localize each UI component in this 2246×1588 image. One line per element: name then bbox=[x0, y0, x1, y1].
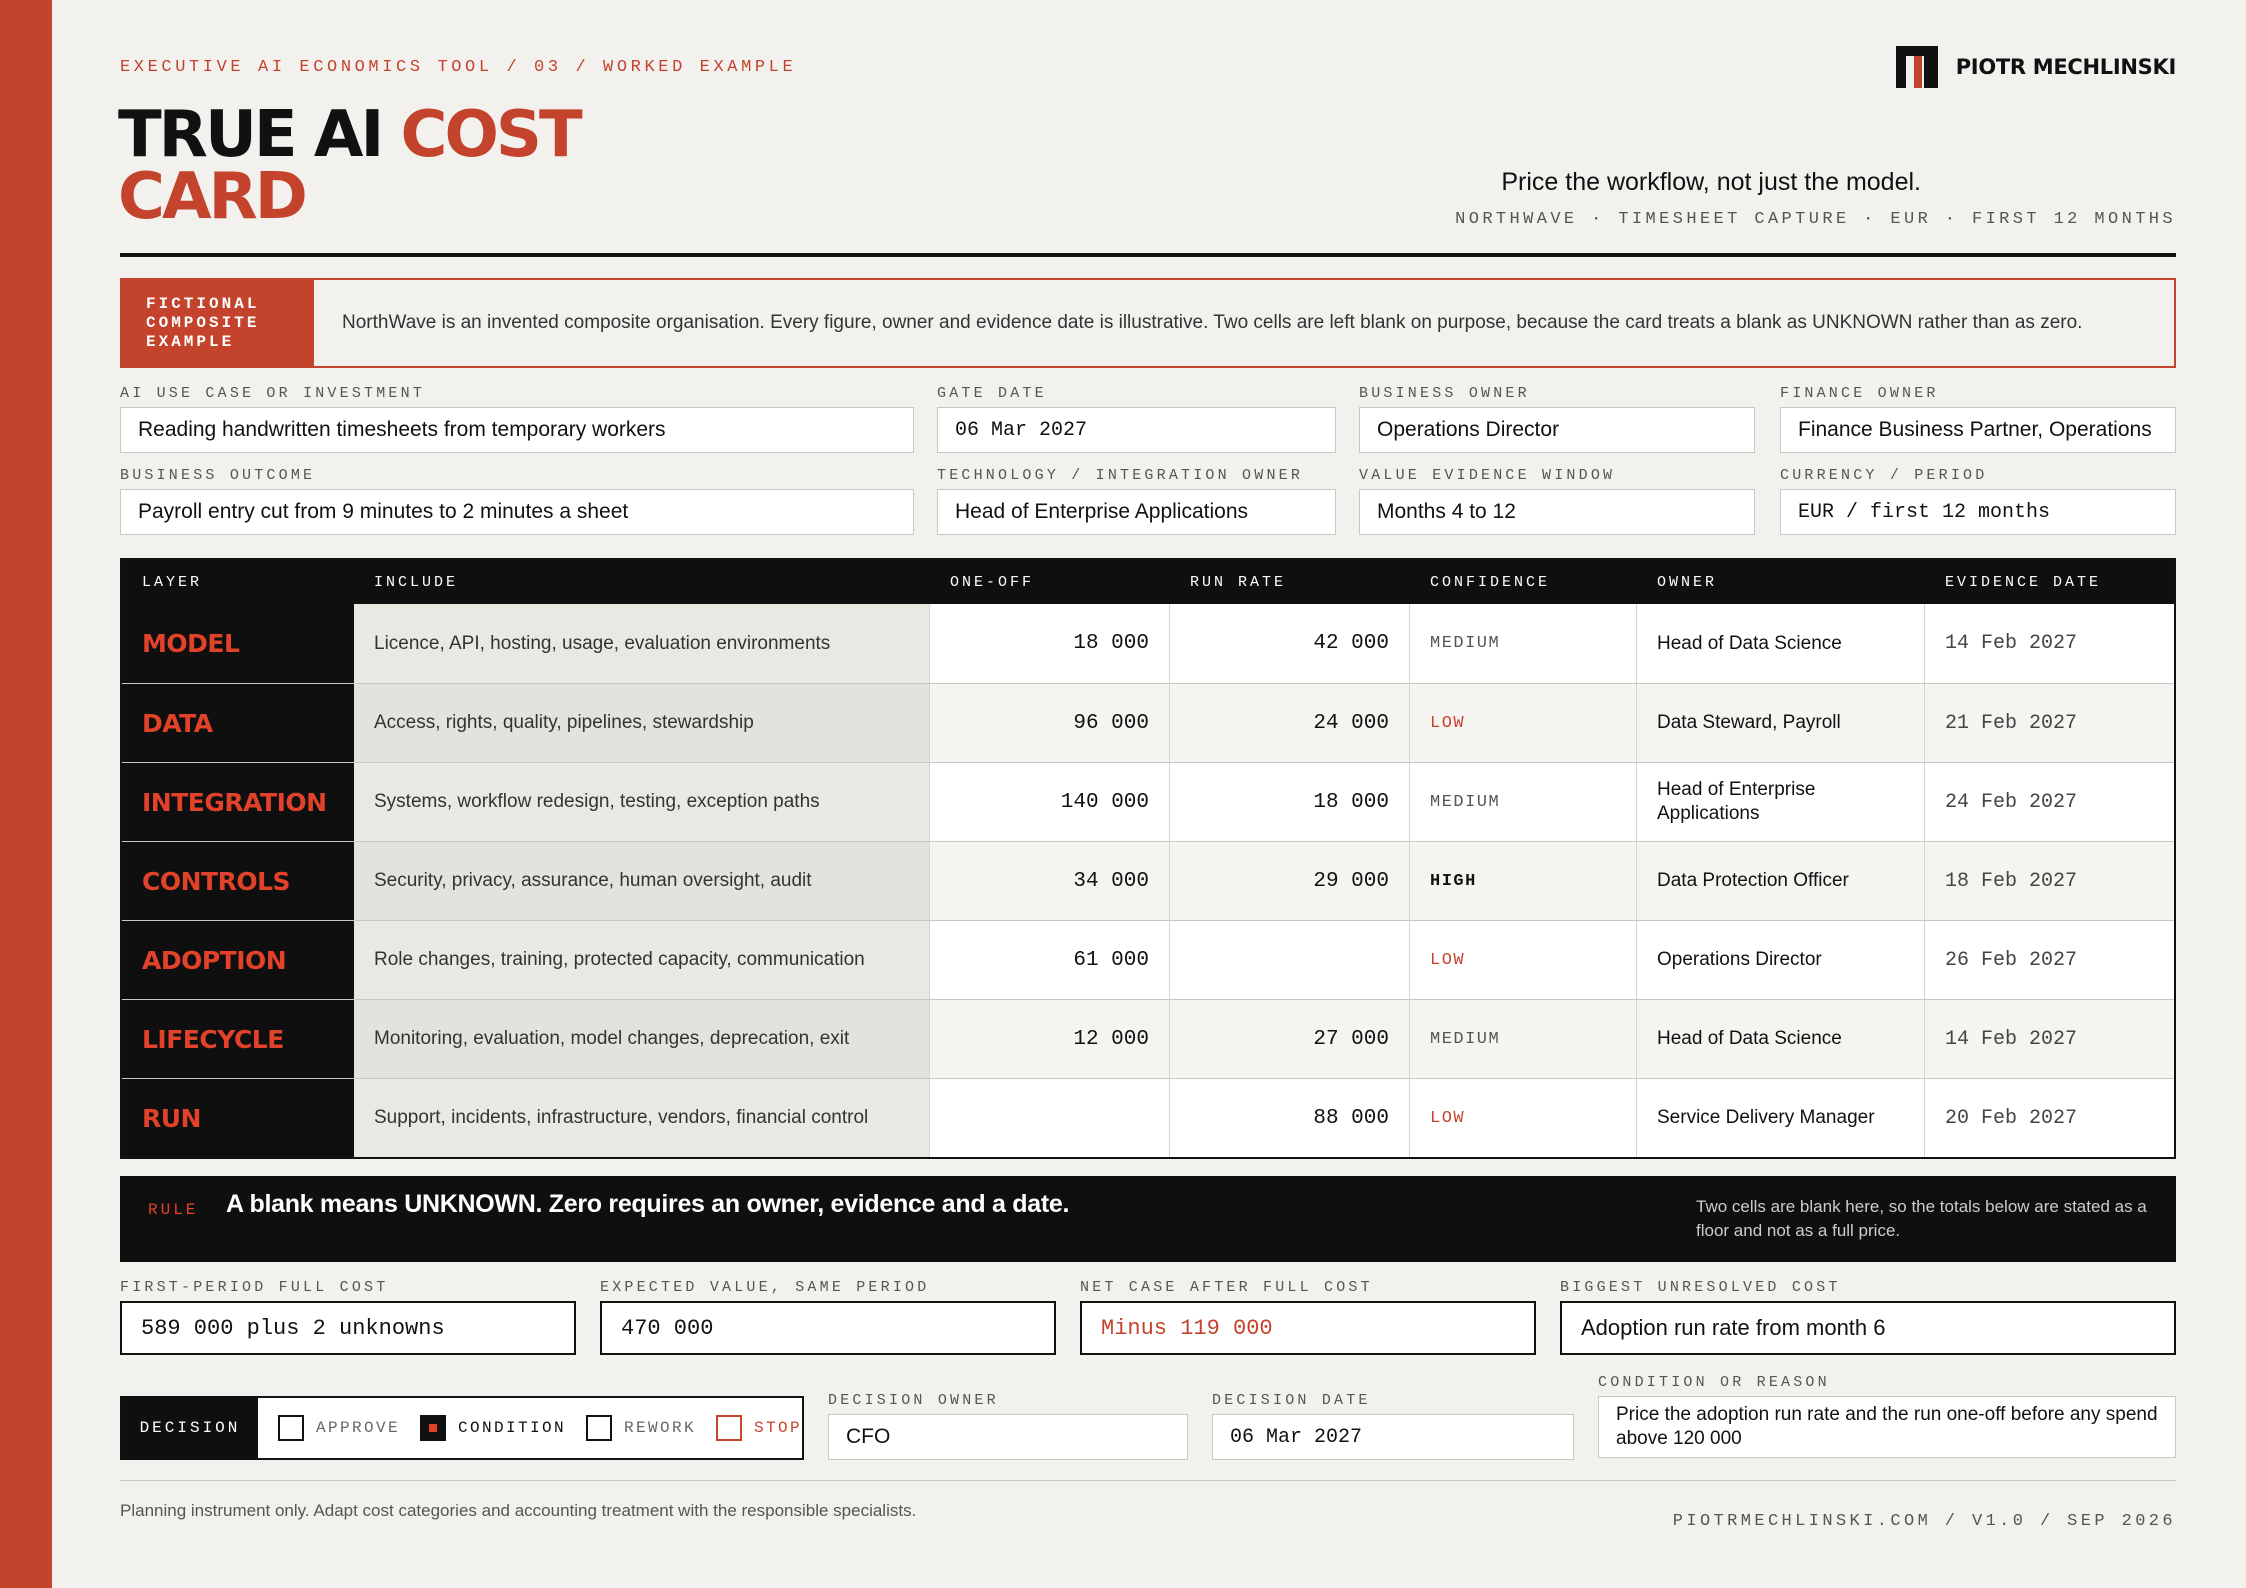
biggest-unresolved-value[interactable]: Adoption run rate from month 6 bbox=[1560, 1301, 2176, 1355]
business-owner-field bbox=[1359, 385, 1755, 453]
gate-date-input[interactable]: 06 Mar 2027 bbox=[937, 407, 1336, 453]
finance-owner-input[interactable]: Finance Business Partner, Operations bbox=[1780, 407, 2176, 453]
one-off-cell[interactable]: 96 000 bbox=[930, 684, 1170, 762]
value-window-input[interactable]: Months 4 to 12 bbox=[1359, 489, 1755, 535]
include-cell: Security, privacy, assurance, human oversight, audit bbox=[354, 842, 930, 920]
include-cell: Licence, API, hosting, usage, evaluation environments bbox=[354, 604, 930, 683]
layer-cell: MODEL bbox=[122, 604, 354, 683]
include-cell: Access, rights, quality, pipelines, stewardship bbox=[354, 684, 930, 762]
footer-divider bbox=[120, 1480, 2176, 1481]
tech-owner-input[interactable]: Head of Enterprise Applications bbox=[937, 489, 1336, 535]
confidence-cell[interactable]: MEDIUM bbox=[1410, 763, 1637, 841]
option-approve[interactable] bbox=[278, 1415, 400, 1441]
one-off-cell[interactable]: 18 000 bbox=[930, 604, 1170, 683]
net-case-label: NET CASE AFTER FULL COST bbox=[1080, 1279, 1373, 1296]
confidence-cell[interactable]: MEDIUM bbox=[1410, 1000, 1637, 1078]
layer-cell: RUN bbox=[122, 1079, 354, 1157]
header-include: INCLUDE bbox=[374, 573, 459, 591]
layer-cell: DATA bbox=[122, 684, 354, 762]
owner-cell[interactable]: Head of Enterprise Applications bbox=[1637, 763, 1925, 841]
rework-checkbox[interactable] bbox=[586, 1415, 612, 1441]
subline: NORTHWAVE · TIMESHEET CAPTURE · EUR · FIRST 12 MONTHS bbox=[1455, 210, 2176, 229]
confidence-cell[interactable]: LOW bbox=[1410, 921, 1637, 999]
currency-input[interactable]: EUR / first 12 months bbox=[1780, 489, 2176, 535]
stop-checkbox[interactable] bbox=[716, 1415, 742, 1441]
rework-label: REWORK bbox=[623, 1419, 696, 1437]
decision-selector bbox=[120, 1396, 804, 1460]
biggest-unresolved-label: BIGGEST UNRESOLVED COST bbox=[1560, 1279, 1841, 1296]
finance-owner-label: FINANCE OWNER bbox=[1780, 385, 1939, 402]
confidence-cell[interactable]: LOW bbox=[1410, 1079, 1637, 1157]
table-row bbox=[122, 762, 2174, 841]
evidence-date-cell[interactable]: 26 Feb 2027 bbox=[1925, 921, 2174, 999]
table-row bbox=[122, 841, 2174, 920]
tech-owner-field bbox=[937, 467, 1336, 535]
evidence-date-cell[interactable]: 14 Feb 2027 bbox=[1925, 604, 2174, 683]
run-rate-cell[interactable]: 42 000 bbox=[1170, 604, 1410, 683]
confidence-cell[interactable]: LOW bbox=[1410, 684, 1637, 762]
brand bbox=[1896, 46, 2176, 88]
owner-cell[interactable]: Data Protection Officer bbox=[1637, 842, 1925, 920]
layer-cell: LIFECYCLE bbox=[122, 1000, 354, 1078]
evidence-date-cell[interactable]: 14 Feb 2027 bbox=[1925, 1000, 2174, 1078]
biggest-unresolved-field bbox=[1560, 1279, 2176, 1355]
title-part-2: COST bbox=[400, 98, 580, 172]
table-header bbox=[122, 560, 2174, 604]
use-case-label: AI USE CASE OR INVESTMENT bbox=[120, 385, 426, 402]
title-part-1: TRUE AI bbox=[118, 98, 401, 172]
notice-text: NorthWave is an invented composite organisation. Every figure, owner and evidence date is illustrative. Two cells are left blank on purpose, because the card treats a blank as UNKNOWN rather than as zero. bbox=[342, 312, 2083, 333]
reason-field bbox=[1598, 1374, 2176, 1458]
gate-date-field bbox=[937, 385, 1336, 453]
evidence-date-cell[interactable]: 18 Feb 2027 bbox=[1925, 842, 2174, 920]
gate-date-label: GATE DATE bbox=[937, 385, 1047, 402]
decision-owner-field bbox=[828, 1392, 1188, 1460]
condition-label: CONDITION bbox=[457, 1419, 566, 1437]
rule-tag: RULE bbox=[148, 1201, 199, 1219]
header-owner: OWNER bbox=[1657, 573, 1718, 591]
evidence-date-cell[interactable]: 21 Feb 2027 bbox=[1925, 684, 2174, 762]
decision-label: DECISION bbox=[122, 1398, 258, 1458]
one-off-cell[interactable]: 12 000 bbox=[930, 1000, 1170, 1078]
header-divider bbox=[120, 253, 2176, 257]
confidence-cell[interactable]: MEDIUM bbox=[1410, 604, 1637, 683]
table-row bbox=[122, 1078, 2174, 1157]
owner-cell[interactable]: Data Steward, Payroll bbox=[1637, 684, 1925, 762]
business-owner-label: BUSINESS OWNER bbox=[1359, 385, 1530, 402]
footer-note: Planning instrument only. Adapt cost categories and accounting treatment with the responsible specialists. bbox=[120, 1501, 917, 1520]
owner-cell[interactable]: Operations Director bbox=[1637, 921, 1925, 999]
owner-cell[interactable]: Head of Data Science bbox=[1637, 604, 1925, 683]
full-cost-field bbox=[120, 1279, 576, 1355]
layer-cell: CONTROLS bbox=[122, 842, 354, 920]
net-case-field bbox=[1080, 1279, 1536, 1355]
reason-label: CONDITION OR REASON bbox=[1598, 1374, 1830, 1391]
include-cell: Systems, workflow redesign, testing, exception paths bbox=[354, 763, 930, 841]
option-condition[interactable] bbox=[420, 1415, 566, 1441]
decision-date-label: DECISION DATE bbox=[1212, 1392, 1371, 1409]
business-outcome-input[interactable]: Payroll entry cut from 9 minutes to 2 minutes a sheet bbox=[120, 489, 914, 535]
header-layer: LAYER bbox=[142, 573, 203, 591]
full-cost-value[interactable]: 589 000 plus 2 unknowns bbox=[120, 1301, 576, 1355]
tech-owner-label: TECHNOLOGY / INTEGRATION OWNER bbox=[937, 467, 1304, 484]
owner-cell[interactable]: Service Delivery Manager bbox=[1637, 1079, 1925, 1157]
table-row bbox=[122, 683, 2174, 762]
expected-value-field bbox=[600, 1279, 1056, 1355]
option-stop[interactable] bbox=[716, 1415, 802, 1441]
value-window-field bbox=[1359, 467, 1755, 535]
option-rework[interactable] bbox=[586, 1415, 696, 1441]
page-title bbox=[118, 98, 580, 234]
header-evidence-date: EVIDENCE DATE bbox=[1945, 573, 2102, 591]
header-run-rate: RUN RATE bbox=[1190, 573, 1287, 591]
layer-cell: ADOPTION bbox=[122, 921, 354, 999]
business-outcome-label: BUSINESS OUTCOME bbox=[120, 467, 316, 484]
include-cell: Monitoring, evaluation, model changes, deprecation, exit bbox=[354, 1000, 930, 1078]
rule-note: Two cells are blank here, so the totals below are stated as a floor and not as a full price. bbox=[1696, 1197, 2147, 1240]
reason-input[interactable]: Price the adoption run rate and the run one-off before any spend above 120 000 bbox=[1598, 1396, 2176, 1458]
stop-label: STOP bbox=[753, 1419, 802, 1437]
table-row bbox=[122, 604, 2174, 683]
title-part-3: CARD bbox=[118, 160, 305, 234]
layer-cell: INTEGRATION bbox=[122, 763, 354, 841]
confidence-cell[interactable]: HIGH bbox=[1410, 842, 1637, 920]
finance-owner-field bbox=[1780, 385, 2176, 453]
table-row bbox=[122, 920, 2174, 999]
expected-value-value[interactable]: 470 000 bbox=[600, 1301, 1056, 1355]
evidence-date-cell[interactable]: 20 Feb 2027 bbox=[1925, 1079, 2174, 1157]
brand-name: PIOTR MECHLINSKI bbox=[1955, 55, 2176, 79]
brand-logo-icon bbox=[1896, 46, 1938, 88]
run-rate-cell[interactable]: 24 000 bbox=[1170, 684, 1410, 762]
fictional-notice bbox=[120, 278, 2176, 368]
run-rate-cell[interactable] bbox=[1170, 921, 1410, 999]
left-accent-bar bbox=[0, 0, 52, 1588]
decision-owner-input[interactable]: CFO bbox=[828, 1414, 1188, 1460]
value-window-label: VALUE EVIDENCE WINDOW bbox=[1359, 467, 1616, 484]
table-row bbox=[122, 999, 2174, 1078]
one-off-cell[interactable] bbox=[930, 1079, 1170, 1157]
notice-tag: FICTIONAL COMPOSITE EXAMPLE bbox=[122, 280, 314, 366]
kicker: EXECUTIVE AI ECONOMICS TOOL / 03 / WORKED EXAMPLE bbox=[120, 58, 797, 77]
use-case-input[interactable]: Reading handwritten timesheets from temporary workers bbox=[120, 407, 914, 453]
approve-label: APPROVE bbox=[315, 1419, 400, 1437]
one-off-cell[interactable]: 61 000 bbox=[930, 921, 1170, 999]
cost-table bbox=[120, 558, 2176, 1159]
tagline: Price the workflow, not just the model. bbox=[1501, 168, 1921, 196]
use-case-field bbox=[120, 385, 914, 453]
decision-date-input[interactable]: 06 Mar 2027 bbox=[1212, 1414, 1574, 1460]
include-cell: Role changes, training, protected capacity, communication bbox=[354, 921, 930, 999]
rule-banner bbox=[120, 1176, 2176, 1262]
full-cost-label: FIRST-PERIOD FULL COST bbox=[120, 1279, 389, 1296]
header-confidence: CONFIDENCE bbox=[1430, 573, 1551, 591]
header-one-off: ONE-OFF bbox=[950, 573, 1035, 591]
condition-checkbox[interactable] bbox=[420, 1415, 446, 1441]
decision-owner-label: DECISION OWNER bbox=[828, 1392, 999, 1409]
footer-credit: PIOTRMECHLINSKI.COM / V1.0 / SEP 2026 bbox=[1672, 1512, 2176, 1531]
rule-text: A blank means UNKNOWN. Zero requires an owner, evidence and a date. bbox=[226, 1190, 1070, 1218]
business-owner-input[interactable]: Operations Director bbox=[1359, 407, 1755, 453]
owner-cell[interactable]: Head of Data Science bbox=[1637, 1000, 1925, 1078]
one-off-cell[interactable]: 140 000 bbox=[930, 763, 1170, 841]
business-outcome-field bbox=[120, 467, 914, 535]
expected-value-label: EXPECTED VALUE, SAME PERIOD bbox=[600, 1279, 930, 1296]
currency-field bbox=[1780, 467, 2176, 535]
one-off-cell[interactable]: 34 000 bbox=[930, 842, 1170, 920]
approve-checkbox[interactable] bbox=[278, 1415, 304, 1441]
decision-date-field bbox=[1212, 1392, 1574, 1460]
run-rate-cell[interactable]: 29 000 bbox=[1170, 842, 1410, 920]
run-rate-cell[interactable]: 88 000 bbox=[1170, 1079, 1410, 1157]
run-rate-cell[interactable]: 18 000 bbox=[1170, 763, 1410, 841]
run-rate-cell[interactable]: 27 000 bbox=[1170, 1000, 1410, 1078]
currency-label: CURRENCY / PERIOD bbox=[1780, 467, 1988, 484]
include-cell: Support, incidents, infrastructure, vendors, financial control bbox=[354, 1079, 930, 1157]
net-case-value[interactable]: Minus 119 000 bbox=[1080, 1301, 1536, 1355]
evidence-date-cell[interactable]: 24 Feb 2027 bbox=[1925, 763, 2174, 841]
